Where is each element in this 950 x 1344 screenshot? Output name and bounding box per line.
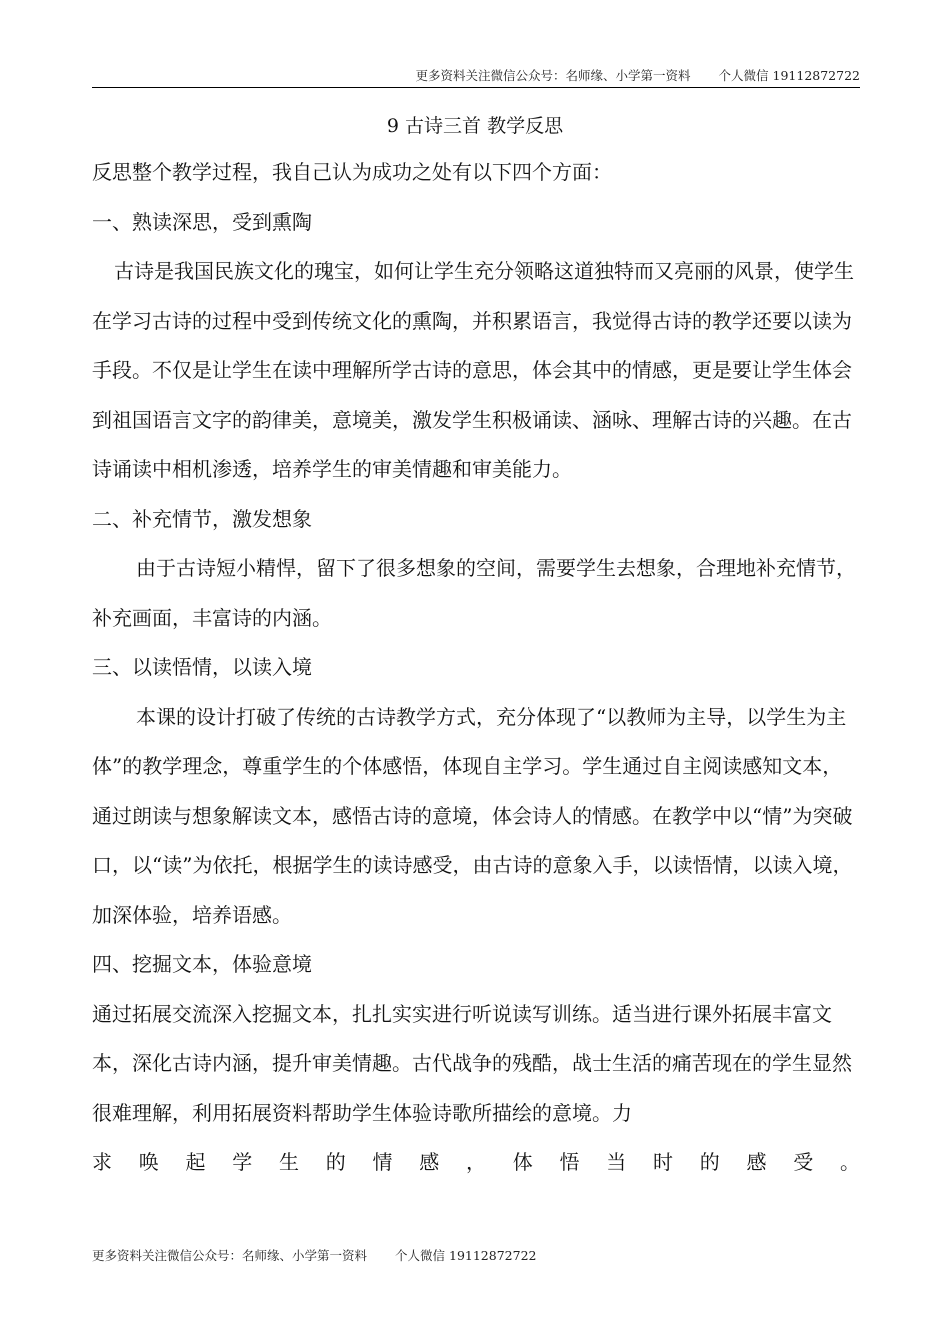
page-footer xyxy=(92,1246,536,1264)
section-2-body: 由于古诗短小精悍，留下了很多想象的空间，需要学生去想象，合理地补充情节，补充画面，丰富诗的内涵。 xyxy=(92,556,856,630)
document-body xyxy=(92,148,860,1188)
header-divider xyxy=(92,87,860,88)
footer-contact: 个人微信 19112872722 xyxy=(395,1248,537,1263)
footer-source: 更多资料关注微信公众号：名师缘、小学第一资料 xyxy=(92,1248,368,1263)
section-2-heading: 二、补充情节，激发想象 xyxy=(92,506,312,531)
document-title: 9 古诗三首 教学反思 xyxy=(386,115,564,137)
intro-paragraph: 反思整个教学过程，我自己认为成功之处有以下四个方面： xyxy=(92,160,612,184)
section-3-heading: 三、以读悟情，以读入境 xyxy=(92,655,312,679)
section-4-heading: 四、挖掘文本，体验意境 xyxy=(92,952,312,976)
header-source: 更多资料关注微信公众号：名师缘、小学第一资料 xyxy=(415,68,691,83)
section-4-body: 通过拓展交流深入挖掘文本，扎扎实实进行听说读写训练。适当进行课外拓展丰富文本，深化古诗内涵，提升审美情趣。古代战争的残酷，战士生活的痛苦现在的学生显然很难理解，利用拓展资料帮助学生体验诗歌所描绘的意境。力 xyxy=(92,1001,852,1125)
header-contact: 个人微信 19112872722 xyxy=(718,68,860,83)
section-1-heading: 一、熟读深思，受到熏陶 xyxy=(92,209,312,234)
section-3-body: 本课的设计打破了传统的古诗教学方式，充分体现了“以教师为主导，以学生为主体”的教学理念，尊重学生的个体感悟，体现自主学习。学生通过自主阅读感知文本，通过朗读与想象解读文本，感悟古诗的意境，体会诗人的情感。在教学中以“情”为突破口，以“读”为依托，根据学生的读诗感受，由古诗的意象入手，以读悟情，以读入境，加深体验，培养语感。 xyxy=(92,704,853,927)
section-1-body: 古诗是我国民族文化的瑰宝，如何让学生充分领略这道独特而又亮丽的风景，使学生在学习古诗的过程中受到传统文化的熏陶，并积累语言，我觉得古诗的教学还要以读为手段。不仅是让学生在读中理解所学古诗的意思，体会其中的情感，更是要让学生体会到祖国语言文字的韵律美，意境美，激发学生积极诵读、涵咏、理解古诗的兴趣。在古诗诵读中相机渗透，培养学生的审美情趣和审美能力。 xyxy=(92,259,854,481)
page-header xyxy=(92,66,860,84)
section-4-last-line: 求唤起学生的情感，体悟当时的感受。 xyxy=(92,1150,860,1174)
